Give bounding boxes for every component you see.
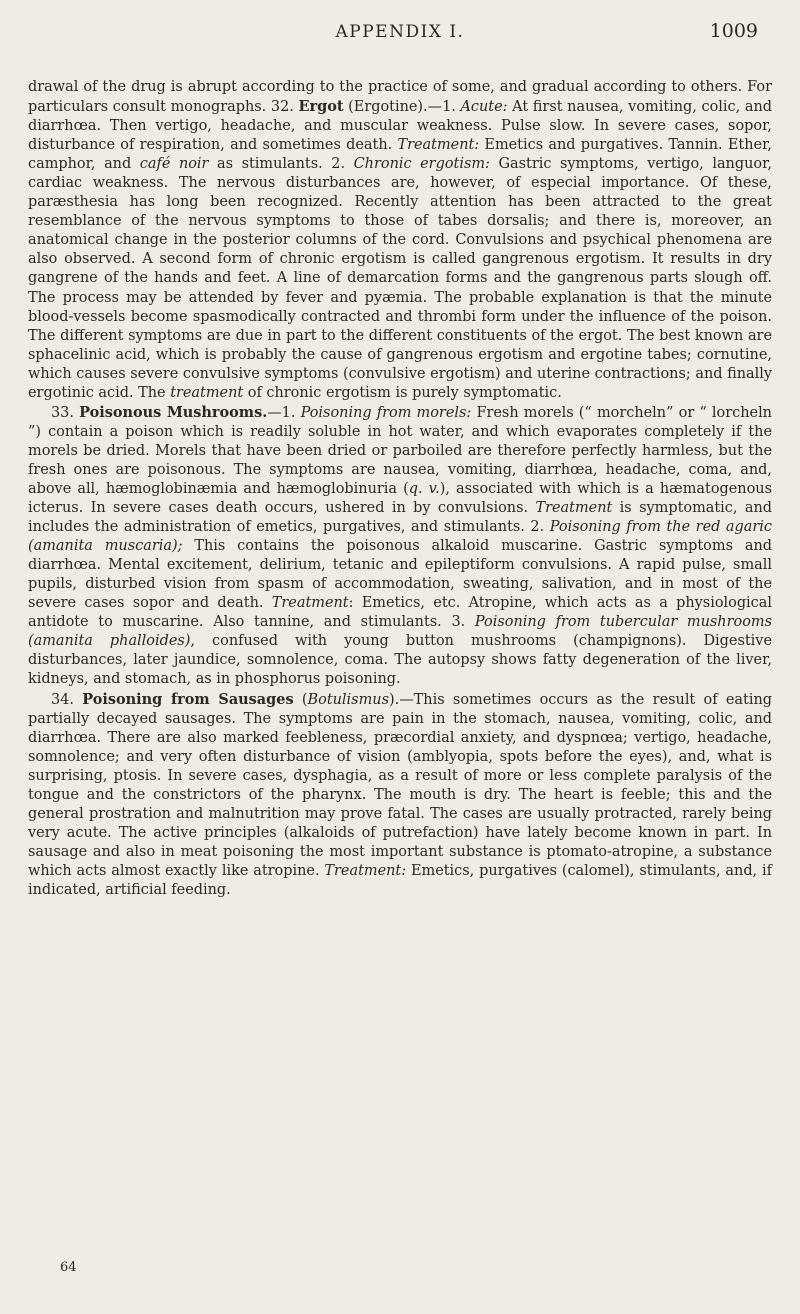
text-run: ).—This sometimes occurs as the result of eating partially decayed sausages. The symptoms are pain in the stomach, nausea, vomiting, colic, and diarrhœa. There are also marked feebleness, præcordial anxiety, and dyspnœa; vertigo, headache, somnolence; and very often disturbance of vision (amblyopia, spots before the eyes), and, what is surprising, ptosis. In severe cases, dysphagia, as a result of more or less complete paralysis of the tongue and the constrictors of the pharynx. The mouth is dry. The heart is feeble; this and the general prostration and malnutrition may prove fatal. The cases are usually protracted, rarely being very acute. The active principles (alkaloids of putrefaction) have lately become known in part. In sausage and also in meat poisoning the most important substance is ptomato-atropine, a substance which acts almost exactly like atropine. bbox=[28, 691, 772, 879]
italic-term: q. v. bbox=[408, 480, 440, 497]
paragraph-ergot bbox=[28, 78, 772, 403]
running-head: APPENDIX I. bbox=[335, 22, 465, 42]
section-title: Ergot bbox=[298, 98, 344, 116]
page-number: 1009 bbox=[709, 20, 758, 42]
text-run: ), associated with which is a hæmatogenous icterus. In severe cases death occurs, ushered in by convulsions. bbox=[28, 480, 772, 517]
italic-label: Poisoning from the red agaric (amanita muscaria); bbox=[28, 519, 772, 555]
italic-label: Treatment: bbox=[397, 137, 480, 154]
text-run: is symptomatic, and includes the administration of emetics, purgatives, and stimulants. 2. bbox=[28, 500, 772, 536]
page-header bbox=[0, 14, 800, 54]
section-number: 33. bbox=[51, 404, 74, 421]
text-run: Gastric symptoms, vertigo, languor, cardiac weakness. The nervous disturbances are, however, of especial importance. Of these, paræsthesia has long been recognized. Recently attention has been attracted to the great resemblance of the nervous symptoms to those of tabes dorsalis; and there is, moreover, an anatomical change in the posterior columns of the cord. Convulsions and psychical phenomena are also observed. A second form of chronic ergotism is called gangrenous ergotism. It results in dry gangrene of the hands and feet. A line of demarcation forms and the gangrenous parts slough off. The process may be attended by fever and pyæmia. The probable explanation is that the minute blood-vessels become spasmodically contracted and thrombi form under the influence of the poison. The different symptoms are due in part to the different constituents of the ergot. The best known are sphacelinic acid, which is probably the cause of gangrenous ergotism and ergotine tabes; cornutine, which causes severe convulsive symptoms (convulsive ergotism) and uterine contractions; and finally ergotinic acid. The bbox=[28, 156, 772, 401]
text-run: (Ergotine).—1. bbox=[343, 99, 461, 116]
section-number: 32. bbox=[270, 99, 294, 116]
italic-label: Treatment bbox=[271, 595, 349, 612]
text-run: This contains the poisonous alkaloid muscarine. Gastric symptoms and diarrhœa. Mental excitement, delirium, tetanic and epileptiform convulsions. A rapid pulse, small pupils, disturbed vision from spasm of accommodation, sweating, salivation, and in most of the severe cases sopor and death. bbox=[28, 538, 772, 612]
italic-term: Botulismus bbox=[307, 691, 389, 708]
text-run: Emetics and purgatives. Tannin. Ether, camphor, and bbox=[28, 137, 772, 173]
text-run: of chronic ergotism is purely symptomatic. bbox=[243, 384, 562, 401]
text-run: , confused with young button mushrooms (champignons). Digestive disturbances, later jaundice, somnolence, coma. The autopsy shows fatty degeneration of the liver, kidneys, and stomach, as in phosphorus poisoning. bbox=[28, 633, 772, 688]
section-title: Poisonous Mushrooms. bbox=[79, 403, 268, 421]
text-run: as stimulants. 2. bbox=[208, 156, 354, 173]
section-number: 34. bbox=[51, 691, 74, 708]
italic-label: Treatment bbox=[535, 500, 613, 517]
text-run: drawal of the drug is abrupt according to the practice of some, and gradual according to others. For particulars consult monographs. bbox=[28, 79, 772, 116]
text-run: ( bbox=[293, 691, 308, 708]
italic-label: Poisoning from tubercular mushrooms (amanita phalloides) bbox=[28, 614, 772, 650]
text-run: Fresh morels (“ morcheln” or “ lorcheln ”) contain a poison which is readily soluble in hot water, and which evaporates completely if the morels be dried. Morels that have been dried or parboiled are therefore perfectly harmless, but the fresh ones are poisonous. The symptoms are nausea, vomiting, diarrhœa, headache, coma, and, above all, hæmoglobinæmia and hæmoglobinuria ( bbox=[28, 404, 772, 497]
paragraph-sausages bbox=[28, 690, 772, 901]
text-run: —1. bbox=[267, 404, 301, 421]
page-body bbox=[28, 78, 772, 900]
text-run: : Emetics, etc. Atropine, which acts as a physiological antidote to muscarine. Also tannine, and stimulants. 3. bbox=[28, 595, 772, 631]
text-run: Emetics, purgatives (calomel), stimulants, and, if indicated, artificial feeding. bbox=[28, 862, 772, 898]
paragraph-mushrooms bbox=[28, 403, 772, 690]
italic-label: Chronic ergotism: bbox=[353, 156, 490, 173]
signature-mark: 64 bbox=[60, 1260, 77, 1275]
text-run: At first nausea, vomiting, colic, and diarrhœa. Then vertigo, headache, and muscular weakness. Pulse slow. In severe cases, sopor, disturbance of respiration, and sometimes death. bbox=[28, 99, 772, 154]
italic-label: Acute: bbox=[460, 99, 508, 116]
italic-term: café noir bbox=[139, 156, 209, 173]
section-title: Poisoning from Sausages bbox=[82, 690, 294, 708]
italic-term: treatment bbox=[170, 384, 244, 401]
italic-label: Poisoning from morels: bbox=[300, 404, 472, 421]
italic-label: Treatment: bbox=[324, 862, 407, 879]
